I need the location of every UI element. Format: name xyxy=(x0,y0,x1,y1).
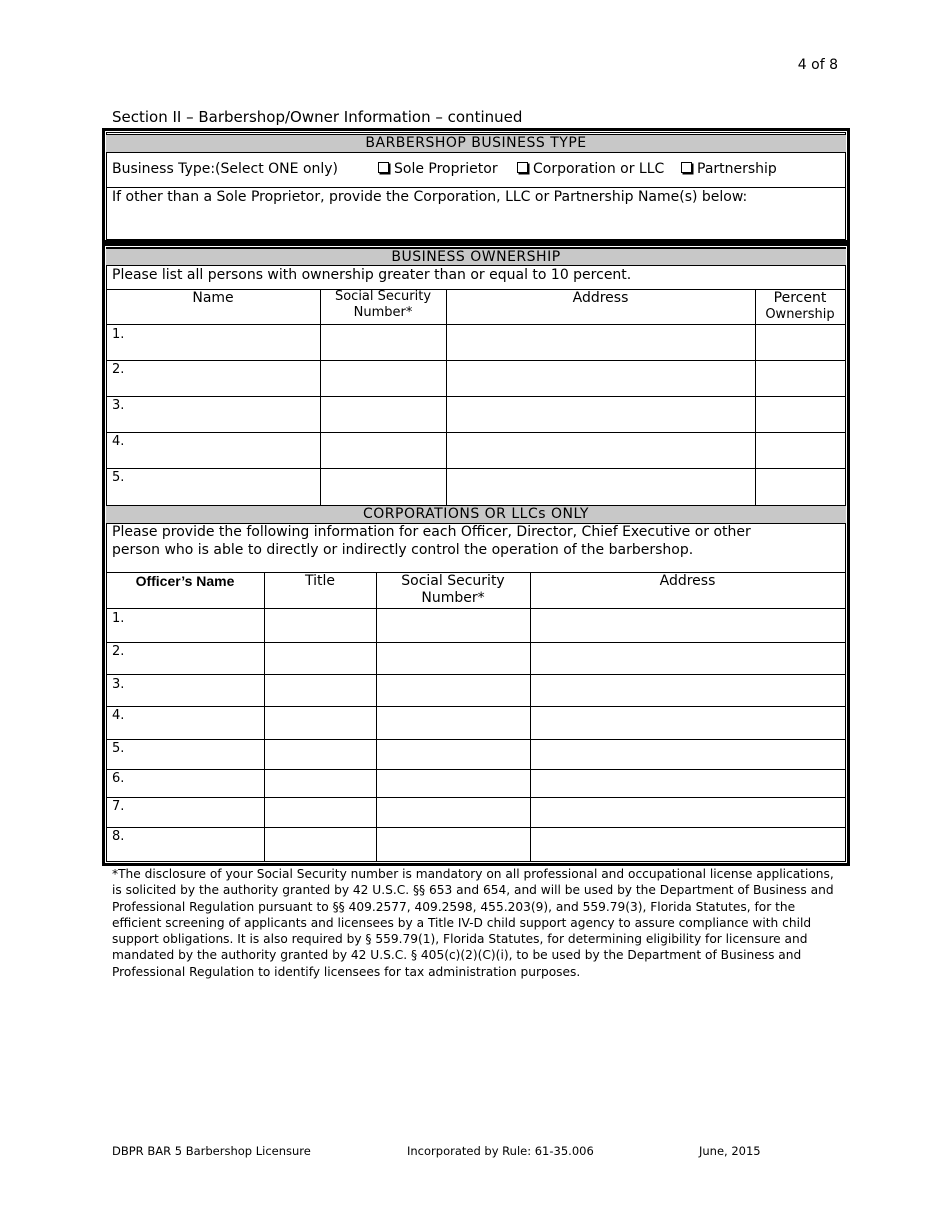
officer-row-6[interactable]: 6. xyxy=(112,771,125,786)
officer-row-1[interactable]: 1. xyxy=(112,611,125,626)
page-number: 4 of 8 xyxy=(797,57,838,73)
officer-row-3[interactable]: 3. xyxy=(112,677,125,692)
ownership-instruction: Please list all persons with ownership greater than or equal to 10 percent. xyxy=(112,267,632,283)
ownership-row-3[interactable]: 3. xyxy=(112,398,125,413)
col-percent-header: Percent Ownership xyxy=(765,290,835,322)
option-partnership[interactable]: Partnership xyxy=(681,161,777,177)
option-sole-proprietor[interactable]: Sole Proprietor xyxy=(378,161,498,177)
footer-rule: Incorporated by Rule: 61-35.006 xyxy=(407,1144,594,1158)
officer-row-7[interactable]: 7. xyxy=(112,799,125,814)
ownership-row-1[interactable]: 1. xyxy=(112,327,125,342)
section-title: Section II – Barbershop/Owner Information – continued xyxy=(112,108,523,126)
checkbox-icon[interactable] xyxy=(517,162,528,173)
corporations-instruction-2: person who is able to directly or indirectly control the operation of the barbershop. xyxy=(112,542,694,558)
corporations-instruction-1: Please provide the following information for each Officer, Director, Chief Executive or other xyxy=(112,524,751,540)
ownership-row-5[interactable]: 5. xyxy=(112,470,125,485)
other-entity-prompt: If other than a Sole Proprietor, provide the Corporation, LLC or Partnership Name(s) below: xyxy=(112,189,748,205)
officer-row-5[interactable]: 5. xyxy=(112,741,125,756)
ssn-disclosure: *The disclosure of your Social Security number is mandatory on all professional and occupational license applications, is solicited by the authority granted by 42 U.S.C. §§ 653 and 654, and will be used by the Department of Business and Professional Regulation pursuant to §§ 409.2577, 409.2598, 455.203(9), and 559.79(3), Florida Statutes, for the efficient screening of applicants and licensees by a Title IV-D child support agency to assure compliance with child support obligations. It is also required by § 559.79(1), Florida Statutes, for determining eligibility for licensure and mandated by the authority granted by 42 U.S.C. § 405(c)(2)(C)(i), to be used by the Department of Business and Professional Regulation to identify licensees for tax administration purposes. xyxy=(112,867,834,979)
business-type-header: BARBERSHOP BUSINESS TYPE xyxy=(106,134,846,153)
ownership-row-2[interactable]: 2. xyxy=(112,362,125,377)
ownership-row-4[interactable]: 4. xyxy=(112,434,125,449)
other-entity-name-field[interactable] xyxy=(108,208,844,238)
col-name-header: Name xyxy=(192,290,234,306)
officer-row-4[interactable]: 4. xyxy=(112,708,125,723)
col-officer-address-header: Address xyxy=(659,573,716,589)
footer-form-id: DBPR BAR 5 Barbershop Licensure xyxy=(112,1144,311,1158)
col-officer-name-header: Officer’s Name xyxy=(135,573,235,589)
col-title-header: Title xyxy=(304,573,335,589)
officer-row-8[interactable]: 8. xyxy=(112,829,125,844)
col-address-header: Address xyxy=(572,290,629,306)
option-corporation-llc[interactable]: Corporation or LLC xyxy=(517,161,664,177)
col-officer-ssn-header: Social Security Number* xyxy=(401,573,505,606)
checkbox-icon[interactable] xyxy=(378,162,389,173)
footer-date: June, 2015 xyxy=(699,1144,761,1158)
officer-row-2[interactable]: 2. xyxy=(112,644,125,659)
checkbox-icon[interactable] xyxy=(681,162,692,173)
col-ssn-header: Social Security Number* xyxy=(334,289,432,320)
corporations-header: CORPORATIONS OR LLCs ONLY xyxy=(106,505,846,524)
business-ownership-header: BUSINESS OWNERSHIP xyxy=(106,248,846,266)
business-type-label: Business Type:(Select ONE only) xyxy=(112,161,339,177)
